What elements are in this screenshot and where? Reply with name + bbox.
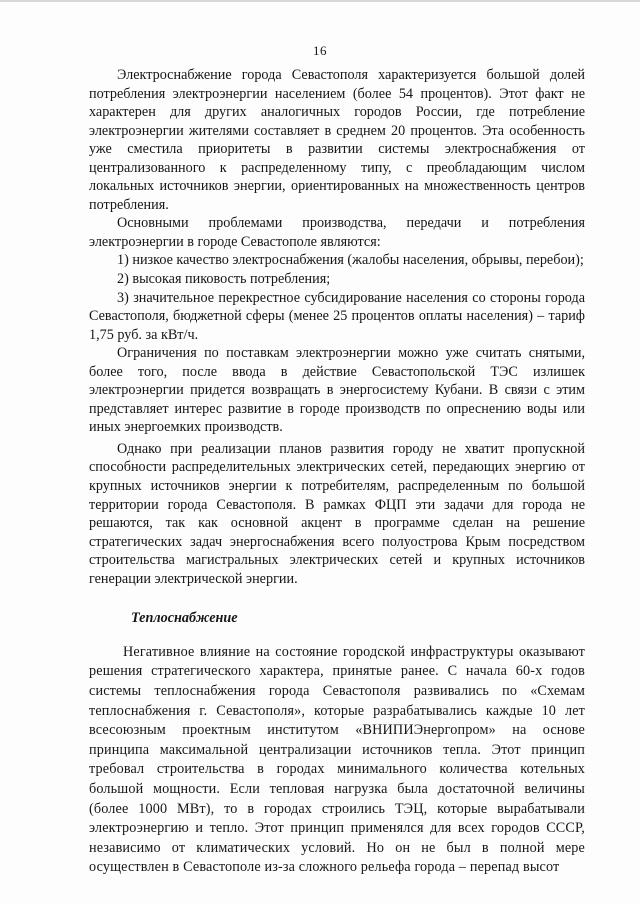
document-body: [89, 66, 585, 878]
paragraph-heat-supply: Негативное влияние на состояние городской инфраструктуры оказывают решения стратегического характера, принятые ранее. С начала 60-х годов системы теплоснабжения города Севастополя развивались по «Схемам теплоснабжения г. Севастополя», которые разрабатывались каждые 10 лет всесоюзным проектным институтом «ВНИПИЭнергопром» на основе принципа максимальной централизации источников тепла. Этот принцип требовал строительства в городах минимального количества котельных большой мощности. Если тепловая нагрузка была достаточной величины (более 1000 МВт), то в городах строились ТЭЦ, которые вырабатывали электроэнергию и тепло. Этот принцип применялся для всех городов СССР, независимо от климатических условий. Но он не был в полной мере осуществлен в Севастополе из-за сложного рельефа города – перепад высот: [89, 643, 585, 876]
page-number: 16: [313, 43, 327, 58]
paragraph-restrictions: Ограничения по поставкам электроэнергии можно уже считать снятыми, более того, после ввода в действие Севастопольской ТЭС излишек электроэнергии придется возвращать в энергосистему Кубани. В связи с этим представляет интерес развитие в городе производств по опреснению воды или иных энергоемких производств.: [89, 345, 585, 436]
list-item-peak: 2) высокая пиковость потребления;: [117, 271, 331, 288]
section-heading-heat-supply: Теплоснабжение: [131, 610, 238, 627]
section-body-heat-supply: [89, 643, 585, 878]
list-item-subsidy: 3) значительное перекрестное субсидирование населения со стороны города Севастополя, бюджетной сферы (менее 25 процентов оплаты населения) – тариф 1,75 руб. за кВт/ч.: [89, 289, 585, 343]
paragraph-main-problems: Основными проблемами производства, передачи и потребления электроэнергии в городе Севастополе являются:: [89, 215, 585, 250]
paragraph-network-capacity: Однако при реализации планов развития городу не хватит пропускной способности распределительных электрических сетей, передающих энергию от крупных источников энергии к потребителям, распределенным по большой территории города Севастополя. В рамках ФЦП эти задачи для города не решаются, так как основной акцент в программе сделан на решение стратегических задач энергоснабжения всего полуострова Крым посредством строительства магистральных электрических сетей и крупных источников генерации электрической энергии.: [89, 440, 585, 587]
list-item-quality: 1) низкое качество электроснабжения (жалобы населения, обрывы, перебои);: [117, 252, 584, 269]
scan-edge: [0, 0, 640, 2]
paragraph-power-consumption: Электроснабжение города Севастополя характеризуется большой долей потребления электроэнергии населением (более 54 процентов). Этот факт не характерен для других аналогичных городов России, где потребление электроэнергии жителями составляет в среднем 20 процентов. Эта особенность уже сместила приоритеты в развитии системы электроснабжения от централизованного к распределенному типу, с преобладающим числом локальных источников энергии, ориентированных на множественность центров потребления.: [89, 67, 585, 213]
